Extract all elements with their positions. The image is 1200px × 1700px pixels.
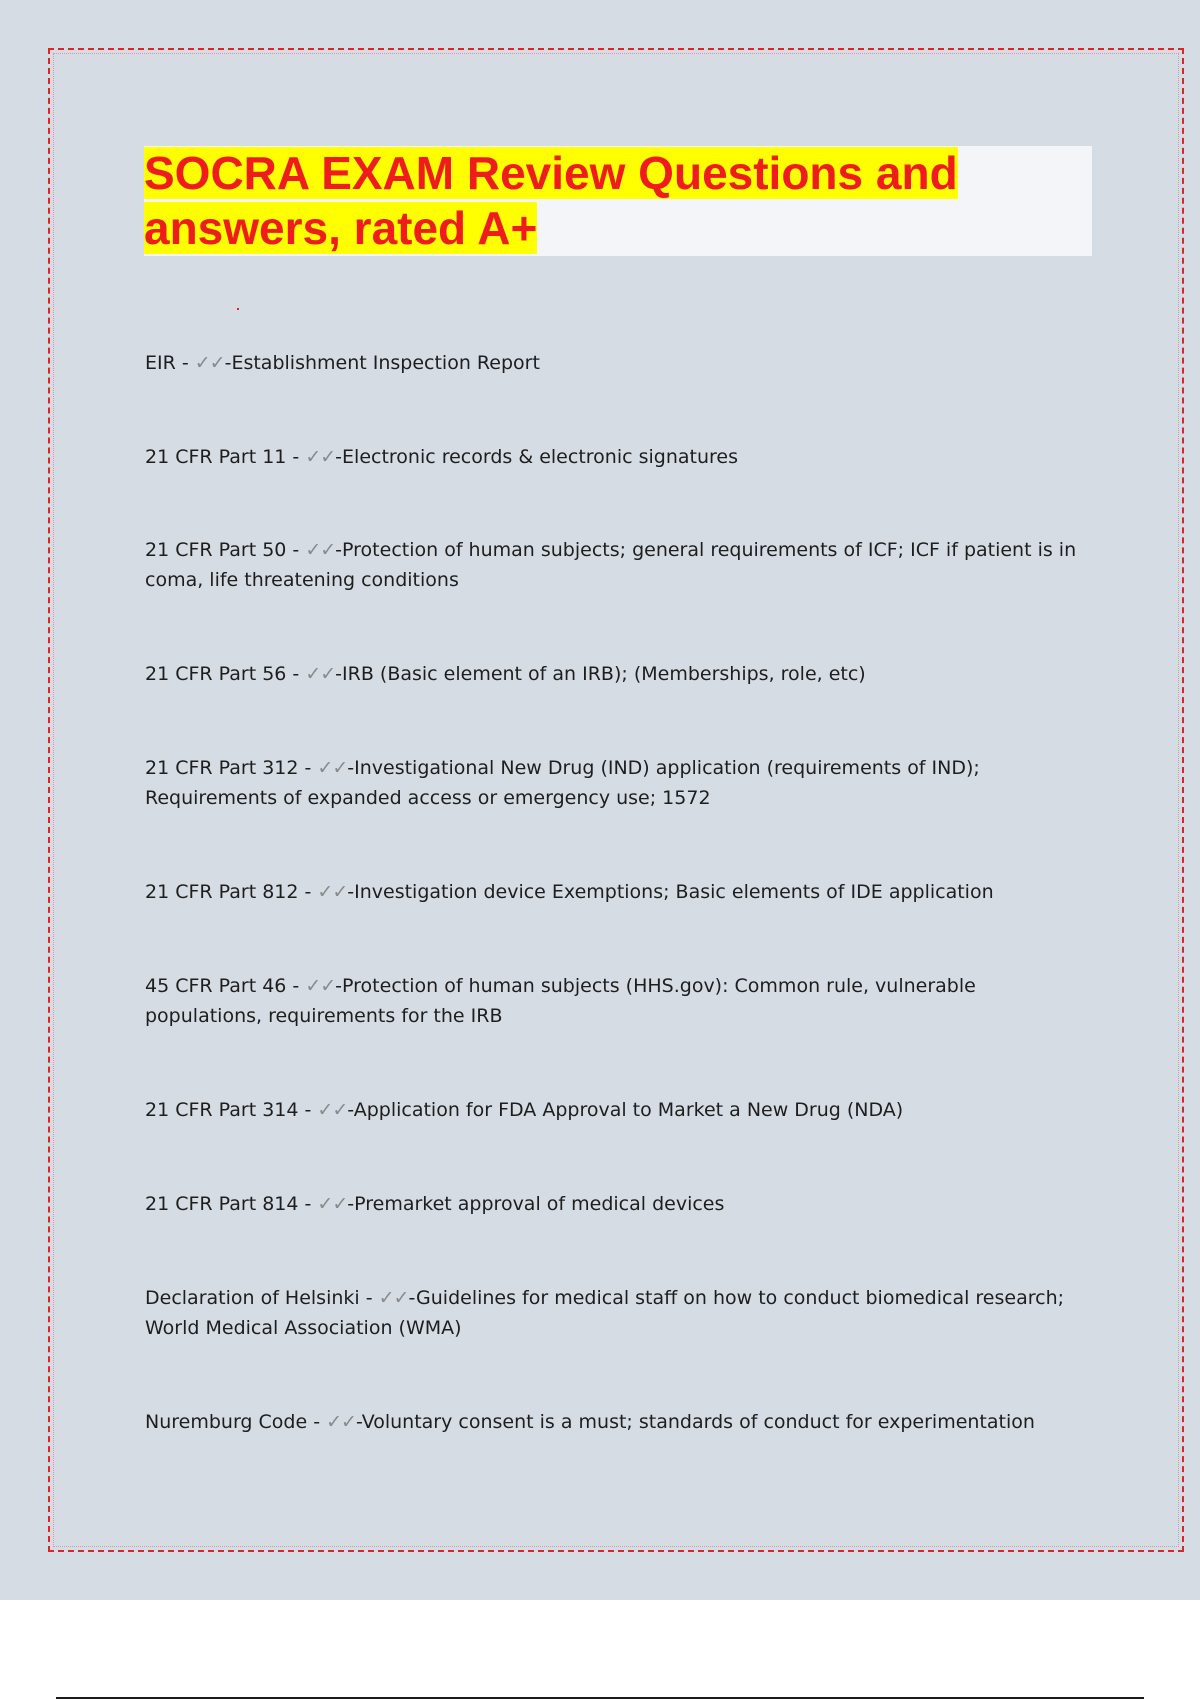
qa-term: 21 CFR Part 50 xyxy=(145,539,287,561)
qa-item: Declaration of Helsinki - ✓✓-Guidelines for medical staff on how to conduct biomedical research; World Medical Association (WMA) xyxy=(145,1287,1065,1339)
qa-answer: Investigational New Drug (IND) application (requirements of IND); Requirements of expanded access or emergency use; 1572 xyxy=(145,757,980,809)
qa-answer: Application for FDA Approval to Market a New Drug (NDA) xyxy=(353,1099,904,1121)
qa-item: 21 CFR Part 314 - ✓✓-Application for FDA Approval to Market a New Drug (NDA) xyxy=(145,1099,904,1121)
double-check-icon: ✓✓ xyxy=(305,446,336,468)
qa-item: 21 CFR Part 50 - ✓✓-Protection of human subjects; general requirements of ICF; ICF if patient is in coma, life threatening conditions xyxy=(145,539,1077,591)
double-check-icon: ✓✓ xyxy=(378,1287,409,1309)
stray-dot xyxy=(237,308,239,310)
qa-term: 45 CFR Part 46 xyxy=(145,975,287,997)
qa-answer: Protection of human subjects; general requirements of ICF; ICF if patient is in coma, life threatening conditions xyxy=(145,539,1077,591)
qa-answer: Voluntary consent is a must; standards of conduct for experimentation xyxy=(361,1411,1035,1433)
qa-term: 21 CFR Part 814 xyxy=(145,1193,299,1215)
qa-term: Nuremburg Code xyxy=(145,1411,308,1433)
qa-term: 21 CFR Part 812 xyxy=(145,881,299,903)
qa-item: 21 CFR Part 11 - ✓✓-Electronic records & electronic signatures xyxy=(145,446,738,468)
qa-answer: Establishment Inspection Report xyxy=(231,352,540,374)
qa-item: 45 CFR Part 46 - ✓✓-Protection of human subjects (HHS.gov): Common rule, vulnerable populations, requirements for the IRB xyxy=(145,975,976,1027)
qa-item: Nuremburg Code - ✓✓-Voluntary consent is a must; standards of conduct for experimentation xyxy=(145,1411,1035,1433)
qa-answer: Electronic records & electronic signatures xyxy=(342,446,738,468)
double-check-icon: ✓✓ xyxy=(326,1411,356,1433)
qa-item: 21 CFR Part 56 - ✓✓-IRB (Basic element of an IRB); (Memberships, role, etc) xyxy=(145,663,866,685)
qa-item: 21 CFR Part 312 - ✓✓-Investigational New Drug (IND) application (requirements of IND); Requirements of expanded access or emergency use; 1572 xyxy=(145,757,980,809)
double-check-icon: ✓✓ xyxy=(305,539,336,561)
qa-item: 21 CFR Part 812 - ✓✓-Investigation device Exemptions; Basic elements of IDE application xyxy=(145,881,994,903)
title-text: SOCRA EXAM Review Questions and answers, rated A+ xyxy=(144,147,958,254)
qa-answer: Guidelines for medical staff on how to conduct biomedical research; World Medical Association (WMA) xyxy=(145,1287,1065,1339)
qa-item: EIR - ✓✓-Establishment Inspection Report xyxy=(145,352,540,374)
qa-answer: Premarket approval of medical devices xyxy=(354,1193,725,1215)
qa-answer: Investigation device Exemptions; Basic elements of IDE application xyxy=(354,881,994,903)
qa-term: 21 CFR Part 312 xyxy=(145,757,299,779)
qa-answer: IRB (Basic element of an IRB); (Memberships, role, etc) xyxy=(342,663,866,685)
qa-term: 21 CFR Part 314 xyxy=(145,1099,299,1121)
double-check-icon: ✓✓ xyxy=(305,975,336,997)
double-check-icon: ✓✓ xyxy=(317,1099,348,1121)
qa-term: 21 CFR Part 11 xyxy=(145,446,287,468)
qa-answer: Protection of human subjects (HHS.gov): Common rule, vulnerable populations, requirements for the IRB xyxy=(145,975,976,1027)
qa-term: 21 CFR Part 56 xyxy=(145,663,287,685)
qa-term: EIR xyxy=(145,352,176,374)
qa-list xyxy=(145,348,1085,1501)
document-title xyxy=(144,146,1014,256)
qa-item: 21 CFR Part 814 - ✓✓-Premarket approval of medical devices xyxy=(145,1193,725,1215)
double-check-icon: ✓✓ xyxy=(305,663,336,685)
bottom-rule xyxy=(56,1697,1144,1699)
double-check-icon: ✓✓ xyxy=(194,352,225,374)
double-check-icon: ✓✓ xyxy=(317,881,348,903)
qa-term: Declaration of Helsinki xyxy=(145,1287,360,1309)
double-check-icon: ✓✓ xyxy=(317,1193,348,1215)
double-check-icon: ✓✓ xyxy=(317,757,348,779)
